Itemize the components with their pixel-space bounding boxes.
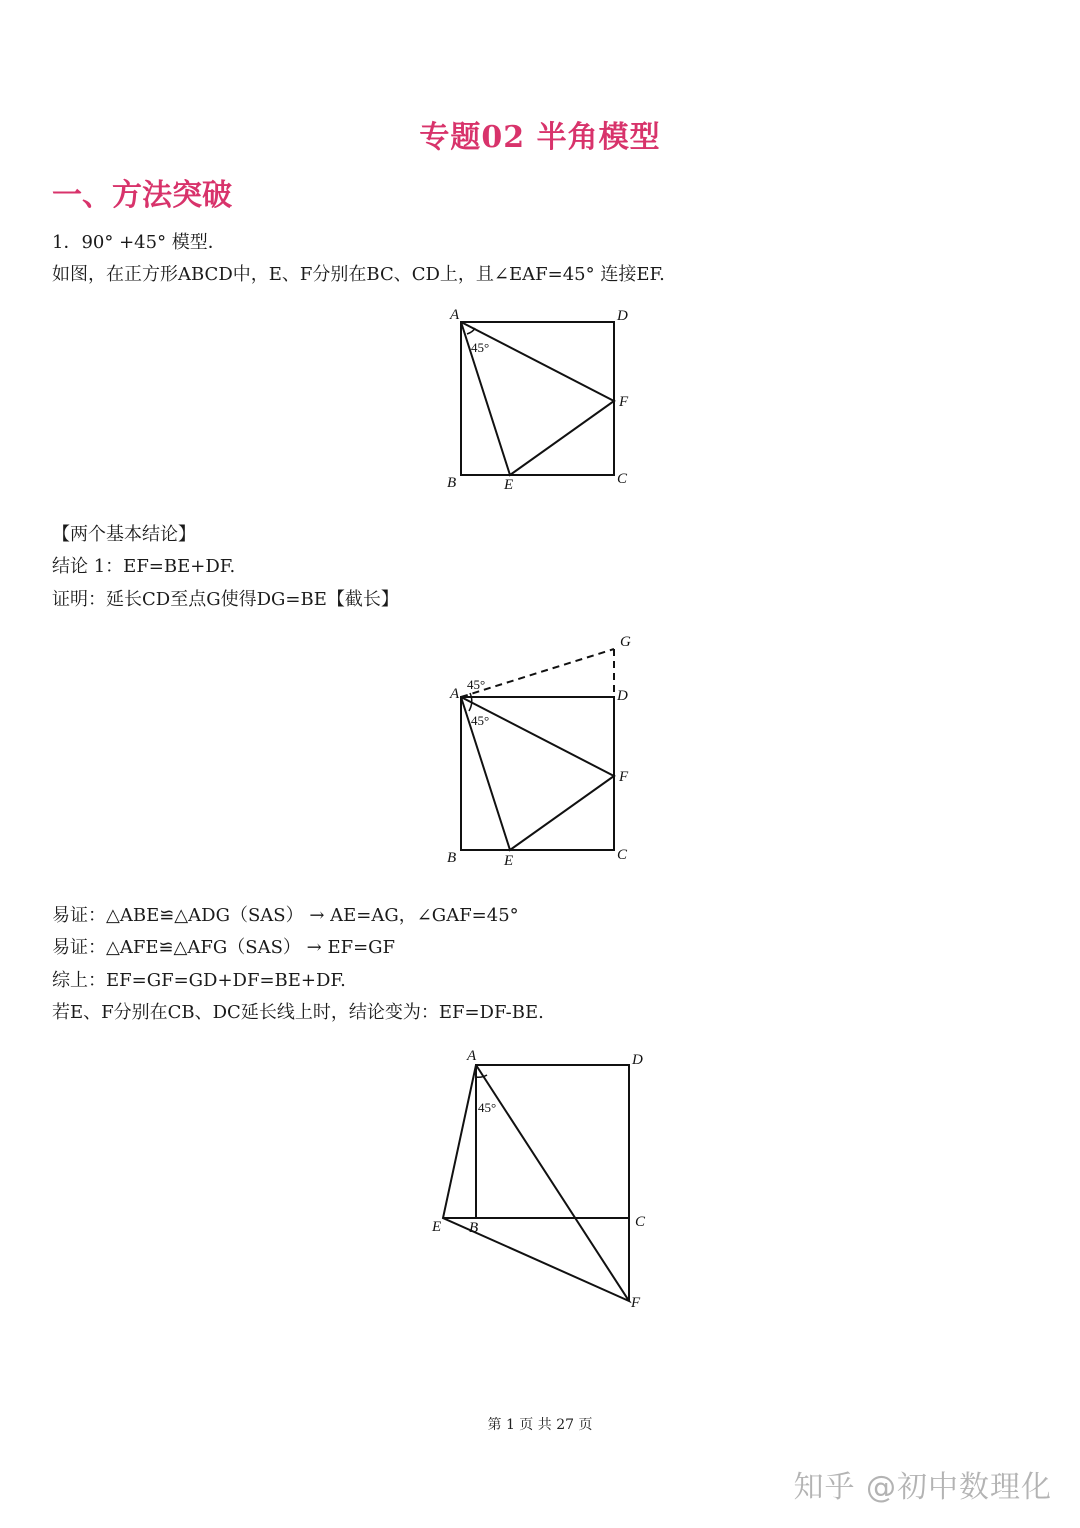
conclusions-heading: 【两个基本结论】 <box>52 524 196 545</box>
figure-extension-lines <box>420 1040 660 1315</box>
intro-item: 1．90° +45° 模型． <box>52 232 226 253</box>
label-a: A <box>450 307 460 323</box>
intro-statement: 如图，在正方形ABCD中，E、F分别在BC、CD上，且∠EAF=45° 连接EF. <box>52 264 665 285</box>
label-g: G <box>620 634 631 650</box>
label-a: A <box>450 686 460 702</box>
label-d: D <box>617 308 628 324</box>
square-abcd <box>476 1065 629 1218</box>
label-c: C <box>617 847 628 863</box>
angle-label: 45° <box>471 340 490 355</box>
angle-arc <box>467 328 475 334</box>
derivation-2: 易证：△AFE≌△AFG（SAS） → EF=GF <box>52 937 396 958</box>
label-f: F <box>619 769 629 785</box>
angle-label: 45° <box>478 1100 497 1115</box>
angle-label-bottom: 45° <box>471 713 490 728</box>
label-b: B <box>447 475 457 491</box>
angle-label-top: 45° <box>467 677 486 692</box>
label-e: E <box>504 853 514 869</box>
label-b: B <box>469 1220 479 1236</box>
figure-extension-g <box>430 630 650 875</box>
page-title: 专题02 半角模型 <box>419 120 661 155</box>
label-c: C <box>617 471 628 487</box>
derivation-4: 若E、F分别在CB、DC延长线上时，结论变为：EF=DF-BE. <box>52 1002 544 1023</box>
label-f: F <box>631 1295 641 1311</box>
label-a: A <box>467 1048 477 1064</box>
label-b: B <box>447 850 457 866</box>
label-e: E <box>432 1219 442 1235</box>
section-heading: 一、方法突破 <box>52 178 232 213</box>
triangle-aef <box>443 1065 629 1301</box>
page-number: 第 1 页 共 27 页 <box>487 1417 593 1433</box>
figure-square-half-angle <box>430 300 650 500</box>
derivation-3: 综上：EF=GF=GD+DF=BE+DF. <box>52 970 346 991</box>
label-e: E <box>504 477 514 493</box>
label-f: F <box>619 394 629 410</box>
label-c: C <box>635 1214 646 1230</box>
label-d: D <box>617 688 628 704</box>
proof-line: 证明：延长CD至点G使得DG=BE【截长】 <box>52 589 399 610</box>
conclusion-1: 结论 1：EF=BE+DF. <box>52 556 236 577</box>
derivation-1: 易证：△ABE≌△ADG（SAS） → AE=AG，∠GAF=45° <box>52 905 519 926</box>
label-d: D <box>632 1052 643 1068</box>
watermark: 知乎 @初中数理化 <box>793 1470 1052 1505</box>
